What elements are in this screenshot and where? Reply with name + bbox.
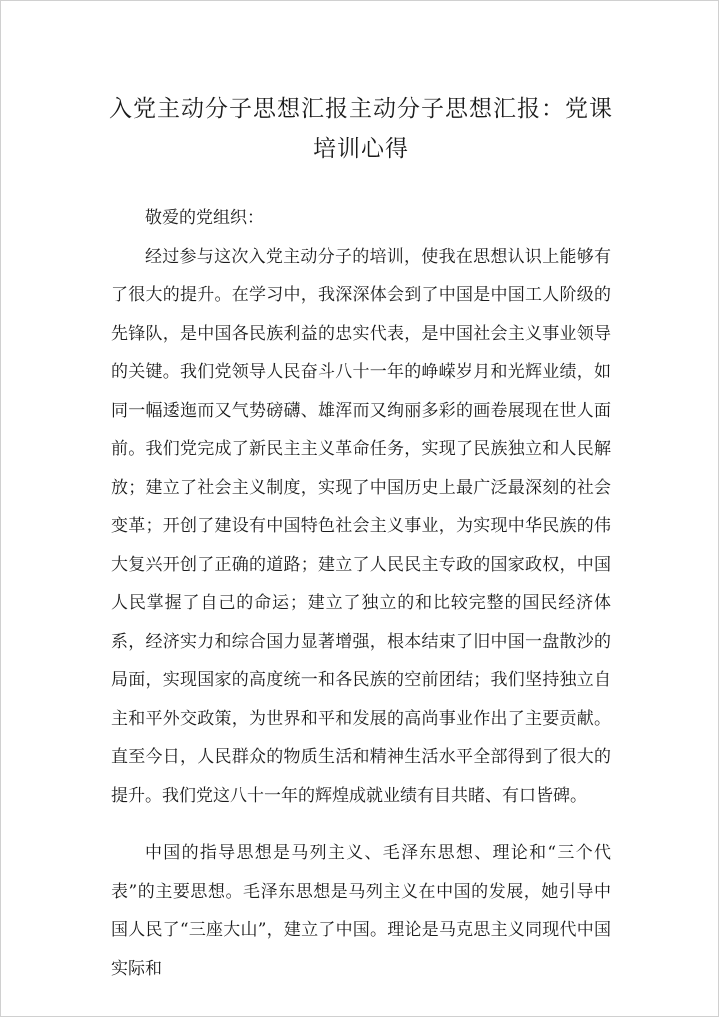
salutation: 敬爱的党组织： <box>145 208 264 228</box>
document-title: 入党主动分子思想汇报主动分子思想汇报：党课培训心得 <box>109 96 613 162</box>
paragraph: 中国的指导思想是马列主义、毛泽东思想、理论和“三个代表”的主要思想。毛泽东思想是马列主义在中国的发展，她引导中国人民了“三座大山”，建立了中国。理论是马克思主义同现代中国实际和 <box>111 843 611 979</box>
paragraph: 经过参与这次入党主动分子的培训，使我在思想认识上能够有了很大的提升。在学习中，我深深体会到了中国是中国工人阶级的先锋队，是中国各民族利益的忠实代表，是中国社会主义事业领导的关键。我们党领导人民奋斗八十一年的峥嵘岁月和光辉业绩，如同一幅逶迤而又气势磅礴、雄浑而又绚丽多彩的画卷展现在世人面前。我们党完成了新民主主义革命任务，实现了民族独立和人民解放；建立了社会主义制度，实现了中国历史上最广泛最深刻的社会变革；开创了建设有中国特色社会主义事业，为实现中华民族的伟大复兴开创了正确的道路；建立了人民民主专政的国家政权，中国人民掌握了自己的命运；建立了独立的和比较完整的国民经济体系，经济实力和综合国力显著增强，根本结束了旧中国一盘散沙的局面，实现国家的高度统一和各民族的空前团结；我们坚持独立自主和平外交政策，为世界和平和发展的高尚事业作出了主要贡献。直至今日，人民群众的物质生活和精神生活水平全部得到了很大的提升。我们党这八十一年的辉煌成就业绩有目共睹、有口皆碑。 <box>111 246 611 806</box>
document-body <box>111 199 611 988</box>
